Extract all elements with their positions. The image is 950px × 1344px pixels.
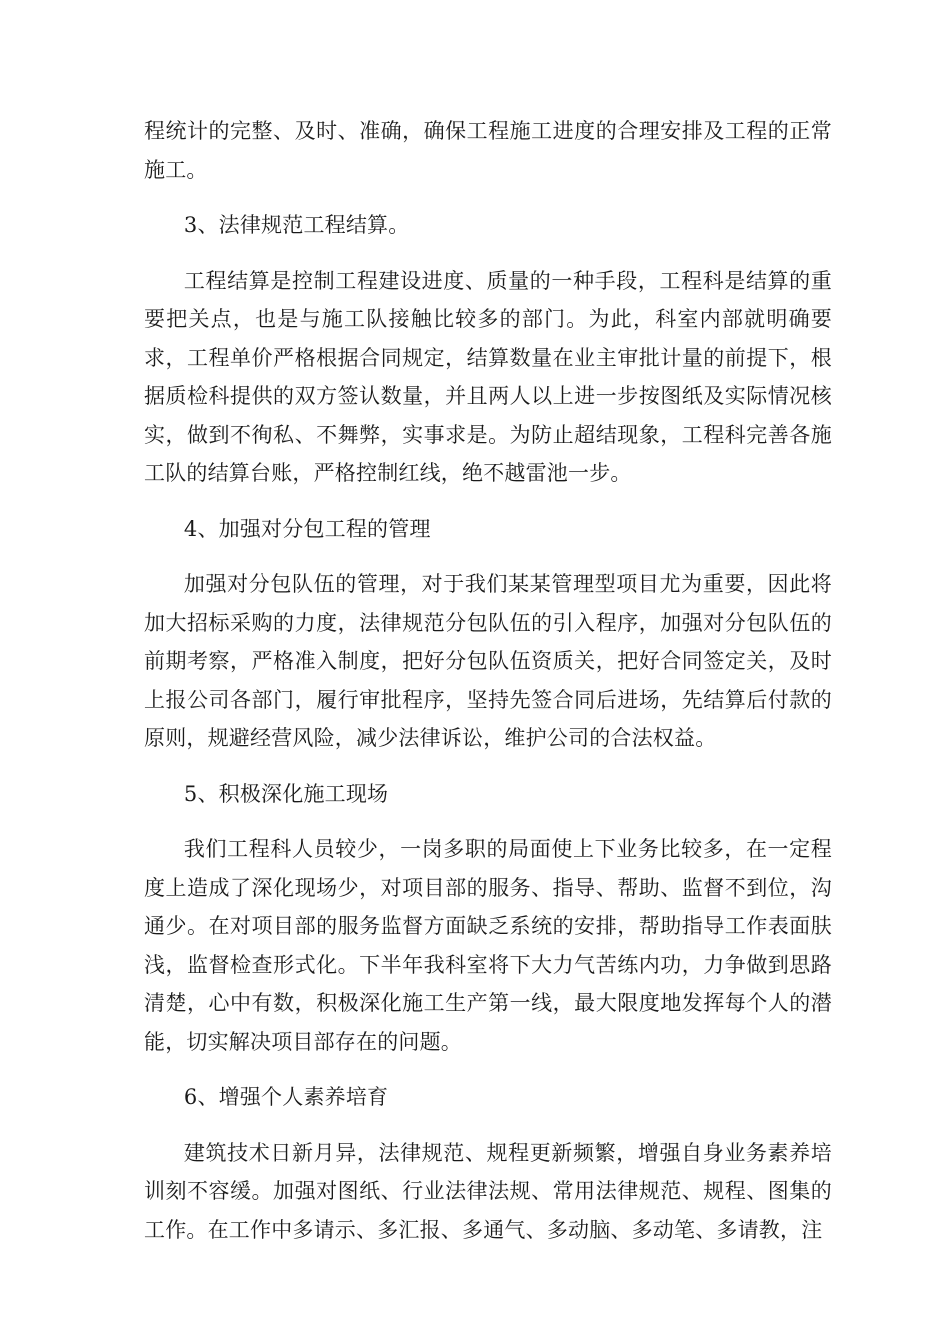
paragraph-site: 我们工程科人员较少，一岗多职的局面使上下业务比较多，在一定程度上造成了深化现场少，对项目部的服务、指导、帮助、监督不到位，沟通少。在对项目部的服务监督方面缺乏系统的安排，帮助指导工作表面肤浅，监督检查形式化。下半年我科室将下大力气苦练内功，力争做到思路清楚，心中有数，积极深化施工生产第一线，最大限度地发挥每个人的潜能，切实解决项目部存在的问题。 (144, 837, 832, 1054)
section-heading-4: 4、加强对分包工程的管理 (183, 516, 431, 541)
paragraph-training: 建筑技术日新月异，法律规范、规程更新频繁，增强自身业务素养培训刻不容缓。加强对图纸、行业法律法规、常用法律规范、规程、图集的工作。在工作中多请示、多汇报、多通气、多动脑、多动笔、多请教，注 (144, 1140, 832, 1242)
paragraph-subcontract: 加强对分包队伍的管理，对于我们某某管理型项目尤为重要，因此将加大招标采购的力度，法律规范分包队伍的引入程序，加强对分包队伍的前期考察，严格准入制度，把好分包队伍资质关，把好合同签定关，及时上报公司各部门，履行审批程序，坚持先签合同后进场，先结算后付款的原则，规避经营风险，减少法律诉讼，维护公司的合法权益。 (144, 572, 832, 750)
section-heading-5: 5、积极深化施工现场 (183, 781, 389, 806)
paragraph-continuation: 程统计的完整、及时、准确，确保工程施工进度的合理安排及工程的正常施工。 (144, 119, 832, 182)
section-heading-6: 6、增强个人素养培育 (183, 1085, 389, 1109)
document-body (144, 112, 832, 1266)
section-heading-3: 3、法律规范工程结算。 (183, 213, 410, 237)
paragraph-settlement: 工程结算是控制工程建设进度、质量的一种手段，工程科是结算的重要把关点，也是与施工队接触比较多的部门。为此，科室内部就明确要求，工程单价严格根据合同规定，结算数量在业主审批计量的前提下，根据质检科提供的双方签认数量，并且两人以上进一步按图纸及实际情况核实，做到不徇私、不舞弊，实事求是。为防止超结现象，工程科完善各施工队的结算台账，严格控制红线，绝不越雷池一步。 (144, 268, 832, 485)
